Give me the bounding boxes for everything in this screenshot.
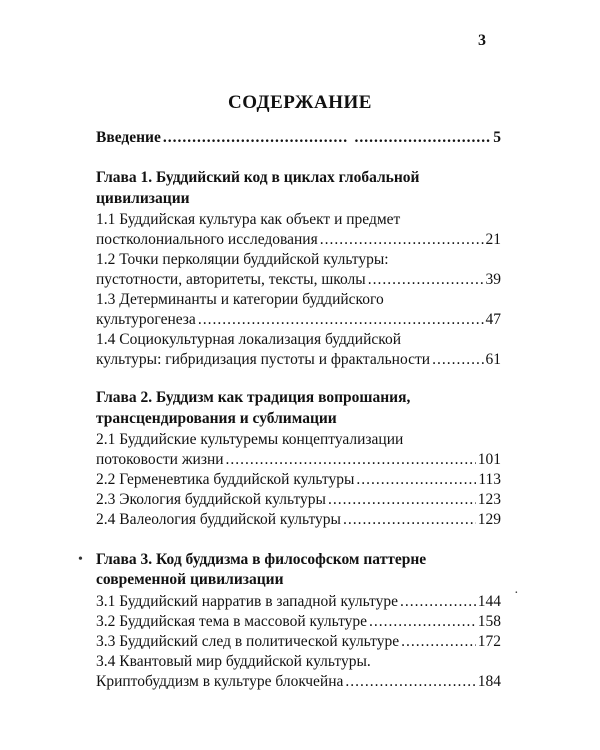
leader-dots [198, 310, 484, 330]
toc-entry-page: 158 [477, 613, 501, 630]
leader-dots [226, 450, 476, 470]
toc-entry-page: 129 [477, 511, 501, 528]
toc-entry-label: потоковости жизни [96, 451, 224, 468]
leader-dots [343, 510, 476, 530]
toc-entry [96, 490, 501, 510]
leader-dots [163, 128, 348, 148]
toc-entry-label: 2.4 Валеология буддийской культуры [96, 511, 341, 528]
toc-entry-page: 184 [477, 673, 501, 690]
toc-entry-label: постколониального исследования [96, 231, 318, 248]
chapter-heading: Глава 3. Код буддизма в философском паттерне [96, 551, 427, 568]
toc-entry [96, 592, 501, 612]
toc-entry [96, 270, 501, 290]
toc-entry-page: 123 [477, 491, 501, 508]
toc-entry-line: 2.1 Буддийские культуремы концептуализации [96, 431, 404, 448]
toc-entry-page: 61 [485, 351, 501, 368]
scan-speck: · [514, 586, 519, 601]
chapter-heading: Глава 1. Буддийский код в циклах глобальной [96, 169, 420, 186]
toc-entry-label: культурогенеза [96, 311, 196, 328]
toc-entry [96, 310, 501, 330]
toc-entry-line: 1.3 Детерминанты и категории буддийского [96, 291, 384, 308]
toc-entry-page: 101 [477, 451, 501, 468]
leader-dots [400, 592, 476, 612]
toc-entry-page: 21 [485, 231, 501, 248]
toc-entry-label: 3.1 Буддийский нарратив в западной культуре [96, 593, 399, 610]
chapter-heading: трансцендирования и сублимации [96, 410, 337, 427]
page-title: СОДЕРЖАНИЕ [228, 92, 372, 113]
leader-dots [369, 612, 476, 632]
chapter-heading: Глава 2. Буддизм как традиция вопрошания, [96, 389, 411, 406]
toc-entry-label: 3.3 Буддийский след в политической культуре [96, 633, 400, 650]
toc-entry [96, 450, 501, 470]
leader-dots [328, 490, 476, 510]
chapter-heading: цивилизации [96, 190, 190, 207]
leader-dots [356, 470, 476, 490]
toc-entry-label: 3.2 Буддийская тема в массовой культуре [96, 613, 368, 630]
toc-intro [96, 128, 501, 148]
toc-entry-line: 3.4 Квантовый мир буддийской культуры. [96, 653, 371, 670]
toc-entry [96, 510, 501, 530]
toc-intro-label: Введение [96, 129, 161, 146]
toc-entry-label: Криптобуддизм в культуре блокчейна [96, 673, 344, 690]
toc-entry [96, 470, 501, 490]
leader-dots [368, 270, 484, 290]
toc-entry-label: культуры: гибридизация пустоты и фрактальности [96, 351, 431, 368]
leader-dots [401, 632, 476, 652]
toc-entry-label: 2.2 Герменевтика буддийской культуры [96, 471, 355, 488]
leader-dots [345, 672, 475, 692]
scan-speck: • [78, 552, 83, 567]
toc-entry-line: 1.1 Буддийская культура как объект и предмет [96, 211, 401, 228]
chapter-heading: современной цивилизации [96, 571, 284, 588]
toc-entry [96, 672, 501, 692]
page-number: 3 [478, 32, 486, 49]
toc-entry-page: 172 [477, 633, 501, 650]
toc-entry [96, 632, 501, 652]
toc-entry-line: 1.2 Точки перколяции буддийской культуры: [96, 251, 389, 268]
toc-entry-page: 39 [485, 271, 501, 288]
toc-entry-label: 2.3 Экология буддийской культуры [96, 491, 326, 508]
toc-entry [96, 612, 501, 632]
toc-entry-page: 113 [478, 471, 501, 488]
toc-intro-page: 5 [493, 129, 501, 146]
toc-entry [96, 230, 501, 250]
toc-entry-page: 47 [485, 311, 501, 328]
toc-entry [96, 350, 501, 370]
leader-dots [432, 350, 483, 370]
toc-entry-page: 144 [477, 593, 501, 610]
toc-entry-line: 1.4 Социокультурная локализация буддийской [96, 331, 402, 348]
toc-entry-label: пустотности, авторитеты, тексты, школы [96, 271, 366, 288]
leader-dots [320, 230, 484, 250]
leader-dots [354, 128, 491, 148]
